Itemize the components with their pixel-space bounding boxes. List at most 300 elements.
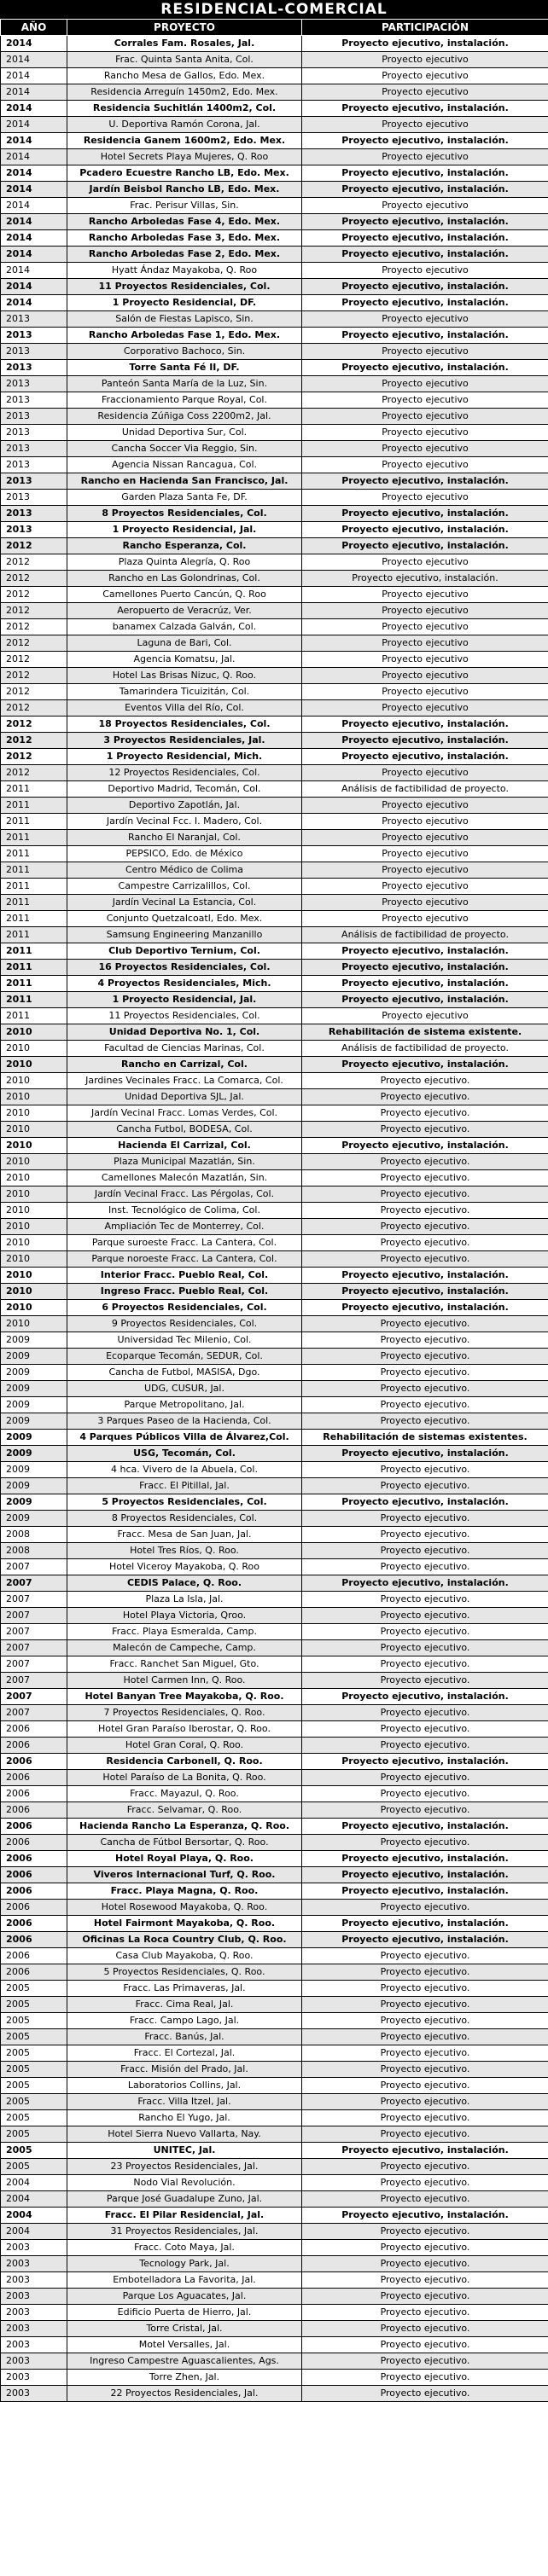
table-row [1, 798, 548, 814]
table-row [1, 1024, 548, 1041]
participation-cell: Proyecto ejecutivo. [302, 2272, 548, 2289]
project-cell: Fracc. El Pilar Residencial, Jal. [67, 2208, 302, 2224]
project-cell: Conjunto Quetzalcoatl, Edo. Mex. [67, 911, 302, 927]
year-cell: 2006 [1, 1932, 67, 1948]
table-row [1, 214, 548, 230]
year-cell: 2010 [1, 1024, 67, 1041]
project-cell: Ampliación Tec de Monterrey, Col. [67, 1219, 302, 1235]
year-cell: 2011 [1, 895, 67, 911]
participation-cell: Proyecto ejecutivo [302, 409, 548, 425]
year-cell: 2011 [1, 943, 67, 960]
participation-cell: Proyecto ejecutivo [302, 441, 548, 457]
project-cell: 3 Proyectos Residenciales, Jal. [67, 733, 302, 749]
table-row [1, 943, 548, 960]
year-cell: 2007 [1, 1624, 67, 1640]
project-cell: 1 Proyecto Residencial, DF. [67, 295, 302, 311]
participation-cell: Proyecto ejecutivo, instalación. [302, 992, 548, 1008]
year-cell: 2011 [1, 862, 67, 879]
year-cell: 2005 [1, 2126, 67, 2143]
participation-cell: Proyecto ejecutivo, instalación. [302, 1494, 548, 1511]
year-cell: 2012 [1, 554, 67, 571]
project-cell: Panteón Santa María de la Luz, Sin. [67, 376, 302, 392]
participation-cell: Proyecto ejecutivo [302, 700, 548, 717]
participation-cell: Proyecto ejecutivo. [302, 2337, 548, 2353]
table-row [1, 1754, 548, 1770]
project-cell: 9 Proyectos Residenciales, Col. [67, 1316, 302, 1332]
participation-cell: Proyecto ejecutivo. [302, 2321, 548, 2337]
table-row [1, 1073, 548, 1089]
year-cell: 2013 [1, 392, 67, 409]
table-row [1, 2256, 548, 2272]
project-cell: 12 Proyectos Residenciales, Col. [67, 765, 302, 781]
participation-cell: Proyecto ejecutivo [302, 684, 548, 700]
project-cell: Fracc. Mayazul, Q. Roo. [67, 1786, 302, 1802]
participation-cell: Proyecto ejecutivo, instalación. [302, 749, 548, 765]
participation-cell: Proyecto ejecutivo. [302, 1170, 548, 1186]
project-cell: Jardín Vecinal Fracc. Lomas Verdes, Col. [67, 1105, 302, 1122]
table-row [1, 1316, 548, 1332]
year-cell: 2003 [1, 2370, 67, 2386]
table-row [1, 101, 548, 117]
year-cell: 2009 [1, 1446, 67, 1462]
participation-cell: Proyecto ejecutivo. [302, 1511, 548, 1527]
table-row [1, 554, 548, 571]
project-cell: 16 Proyectos Residenciales, Col. [67, 960, 302, 976]
table-row [1, 1494, 548, 1511]
project-cell: Parque suroeste Fracc. La Cantera, Col. [67, 1235, 302, 1251]
project-cell: Agencia Komatsu, Jal. [67, 652, 302, 668]
table-row [1, 1365, 548, 1381]
participation-cell: Proyecto ejecutivo, instalación. [302, 717, 548, 733]
table-row [1, 1300, 548, 1316]
table-row [1, 1592, 548, 1608]
table-row [1, 2208, 548, 2224]
year-cell: 2011 [1, 798, 67, 814]
table-row [1, 1770, 548, 1786]
table-row [1, 1721, 548, 1738]
year-cell: 2006 [1, 1770, 67, 1786]
participation-cell: Proyecto ejecutivo [302, 911, 548, 927]
project-cell: Fracc. El Pitillal, Jal. [67, 1478, 302, 1494]
participation-cell: Proyecto ejecutivo, instalación. [302, 214, 548, 230]
year-cell: 2014 [1, 133, 67, 149]
year-cell: 2009 [1, 1332, 67, 1349]
year-cell: 2014 [1, 52, 67, 68]
table-row [1, 1802, 548, 1819]
year-cell: 2006 [1, 1754, 67, 1770]
project-cell: Rancho Arboledas Fase 3, Edo. Mex. [67, 230, 302, 247]
project-cell: Residencia Ganem 1600m2, Edo. Mex. [67, 133, 302, 149]
project-cell: UDG, CUSUR, Jal. [67, 1381, 302, 1397]
table-row [1, 765, 548, 781]
participation-cell: Proyecto ejecutivo. [302, 2191, 548, 2208]
year-cell: 2005 [1, 2143, 67, 2159]
year-cell: 2006 [1, 1786, 67, 1802]
table-row [1, 1640, 548, 1656]
year-cell: 2003 [1, 2272, 67, 2289]
table-row [1, 1559, 548, 1575]
project-cell: Fracc. Misión del Prado, Jal. [67, 2062, 302, 2078]
participation-cell: Proyecto ejecutivo [302, 830, 548, 846]
project-cell: CEDIS Palace, Q. Roo. [67, 1575, 302, 1592]
project-cell: Samsung Engineering Manzanillo [67, 927, 302, 943]
project-cell: Tecnology Park, Jal. [67, 2256, 302, 2272]
year-cell: 2009 [1, 1397, 67, 1413]
table-row [1, 1219, 548, 1235]
table-row [1, 490, 548, 506]
participation-cell: Proyecto ejecutivo. [302, 1203, 548, 1219]
year-cell: 2014 [1, 117, 67, 133]
table-row [1, 1786, 548, 1802]
project-cell: Rancho en Carrizal, Col. [67, 1057, 302, 1073]
table-row [1, 149, 548, 165]
table-row [1, 1186, 548, 1203]
project-cell: Club Deportivo Ternium, Col. [67, 943, 302, 960]
table-row [1, 603, 548, 619]
participation-cell: Proyecto ejecutivo [302, 376, 548, 392]
table-row [1, 230, 548, 247]
project-cell: Hotel Royal Playa, Q. Roo. [67, 1851, 302, 1867]
participation-cell: Proyecto ejecutivo, instalación. [302, 1851, 548, 1867]
participation-cell: Proyecto ejecutivo. [302, 1786, 548, 1802]
participation-cell: Proyecto ejecutivo, instalación. [302, 1284, 548, 1300]
project-cell: Frac. Quinta Santa Anita, Col. [67, 52, 302, 68]
project-cell: 1 Proyecto Residencial, Mich. [67, 749, 302, 765]
project-cell: Hotel Paraíso de La Bonita, Q. Roo. [67, 1770, 302, 1786]
table-row [1, 344, 548, 360]
table-row [1, 1575, 548, 1592]
year-cell: 2010 [1, 1154, 67, 1170]
participation-cell: Proyecto ejecutivo, instalación. [302, 2208, 548, 2224]
table-row [1, 2353, 548, 2370]
year-cell: 2012 [1, 652, 67, 668]
year-cell: 2009 [1, 1462, 67, 1478]
year-cell: 2014 [1, 68, 67, 84]
year-cell: 2004 [1, 2208, 67, 2224]
participation-cell: Proyecto ejecutivo. [302, 1656, 548, 1673]
table-row [1, 1008, 548, 1024]
table-row [1, 1948, 548, 1964]
project-cell: Residencia Arreguín 1450m2, Edo. Mex. [67, 84, 302, 101]
year-cell: 2006 [1, 1802, 67, 1819]
year-cell: 2014 [1, 182, 67, 198]
year-cell: 2007 [1, 1640, 67, 1656]
table-row [1, 814, 548, 830]
table-row [1, 1883, 548, 1900]
participation-cell: Proyecto ejecutivo [302, 862, 548, 879]
table-row [1, 1235, 548, 1251]
project-cell: Fracc. Mesa de San Juan, Jal. [67, 1527, 302, 1543]
table-row [1, 895, 548, 911]
year-cell: 2011 [1, 814, 67, 830]
project-cell: Fracc. Selvamar, Q. Roo. [67, 1802, 302, 1819]
project-cell: Malecón de Campeche, Camp. [67, 1640, 302, 1656]
participation-cell: Proyecto ejecutivo [302, 425, 548, 441]
year-cell: 2003 [1, 2289, 67, 2305]
participation-cell: Proyecto ejecutivo [302, 311, 548, 328]
project-cell: Laboratorios Collins, Jal. [67, 2078, 302, 2094]
year-cell: 2007 [1, 1689, 67, 1705]
year-cell: 2009 [1, 1349, 67, 1365]
year-cell: 2011 [1, 1008, 67, 1024]
participation-cell: Proyecto ejecutivo, instalación. [302, 1138, 548, 1154]
table-row [1, 392, 548, 409]
year-cell: 2005 [1, 2062, 67, 2078]
participation-cell: Proyecto ejecutivo. [302, 1365, 548, 1381]
participation-cell: Proyecto ejecutivo [302, 765, 548, 781]
year-cell: 2005 [1, 2159, 67, 2175]
participation-cell: Proyecto ejecutivo. [302, 1462, 548, 1478]
year-cell: 2012 [1, 765, 67, 781]
table-row [1, 668, 548, 684]
participation-cell: Análisis de factibilidad de proyecto. [302, 781, 548, 798]
table-row [1, 2126, 548, 2143]
table-row [1, 1089, 548, 1105]
participation-cell: Proyecto ejecutivo. [302, 2175, 548, 2191]
project-cell: Corrales Fam. Rosales, Jal. [67, 36, 302, 52]
year-cell: 2010 [1, 1138, 67, 1154]
table-row [1, 1170, 548, 1186]
year-cell: 2007 [1, 1592, 67, 1608]
table-row [1, 1332, 548, 1349]
table-row [1, 2013, 548, 2029]
participation-cell: Proyecto ejecutivo, instalación. [302, 1689, 548, 1705]
project-cell: Frac. Perisur Villas, Sin. [67, 198, 302, 214]
project-cell: Jardín Vecinal Fcc. I. Madero, Col. [67, 814, 302, 830]
project-cell: 5 Proyectos Residenciales, Col. [67, 1494, 302, 1511]
project-cell: Rancho Mesa de Gallos, Edo. Mex. [67, 68, 302, 84]
project-cell: Hyatt Ándaz Mayakoba, Q. Roo [67, 263, 302, 279]
participation-cell: Proyecto ejecutivo, instalación. [302, 1916, 548, 1932]
project-cell: Eventos Villa del Río, Col. [67, 700, 302, 717]
year-cell: 2006 [1, 1851, 67, 1867]
participation-cell: Proyecto ejecutivo. [302, 1105, 548, 1122]
year-cell: 2012 [1, 717, 67, 733]
participation-cell: Rehabilitación de sistemas existentes. [302, 1430, 548, 1446]
table-row [1, 409, 548, 425]
year-cell: 2006 [1, 1721, 67, 1738]
participation-cell: Proyecto ejecutivo [302, 619, 548, 635]
year-cell: 2014 [1, 247, 67, 263]
project-cell: Rancho Arboledas Fase 4, Edo. Mex. [67, 214, 302, 230]
participation-cell: Proyecto ejecutivo, instalación. [302, 360, 548, 376]
year-cell: 2011 [1, 879, 67, 895]
project-cell: Plaza Municipal Mazatlán, Sin. [67, 1154, 302, 1170]
participation-cell: Proyecto ejecutivo. [302, 2029, 548, 2045]
project-cell: Fracc. Cima Real, Jal. [67, 1997, 302, 2013]
header-participation: PARTICIPACIÓN [302, 20, 548, 36]
project-cell: Residencia Carbonell, Q. Roo. [67, 1754, 302, 1770]
participation-cell: Proyecto ejecutivo [302, 68, 548, 84]
year-cell: 2007 [1, 1608, 67, 1624]
project-cell: Hotel Gran Paraíso Iberostar, Q. Roo. [67, 1721, 302, 1738]
table-row [1, 36, 548, 52]
project-cell: Hotel Playa Victoria, Qroo. [67, 1608, 302, 1624]
project-cell: Unidad Deportiva SJL, Jal. [67, 1089, 302, 1105]
table-row [1, 2029, 548, 2045]
table-row [1, 1349, 548, 1365]
project-cell: UNITEC, Jal. [67, 2143, 302, 2159]
project-cell: Cancha Futbol, BODESA, Col. [67, 1122, 302, 1138]
table-row [1, 879, 548, 895]
table-row [1, 1478, 548, 1494]
participation-cell: Proyecto ejecutivo, instalación. [302, 1819, 548, 1835]
table-row [1, 1462, 548, 1478]
participation-cell: Proyecto ejecutivo [302, 84, 548, 101]
year-cell: 2010 [1, 1300, 67, 1316]
year-cell: 2009 [1, 1381, 67, 1397]
participation-cell: Proyecto ejecutivo, instalación. [302, 1754, 548, 1770]
project-cell: Rancho Esperanza, Col. [67, 538, 302, 554]
project-cell: Fracc. Campo Lago, Jal. [67, 2013, 302, 2029]
table-row [1, 1705, 548, 1721]
project-cell: Laguna de Bari, Col. [67, 635, 302, 652]
project-cell: Plaza La Isla, Jal. [67, 1592, 302, 1608]
year-cell: 2007 [1, 1656, 67, 1673]
participation-cell: Proyecto ejecutivo, instalación. [302, 976, 548, 992]
year-cell: 2013 [1, 457, 67, 473]
project-cell: Residencia Suchitlán 1400m2, Col. [67, 101, 302, 117]
year-cell: 2010 [1, 1170, 67, 1186]
table-row [1, 1673, 548, 1689]
table-row [1, 1268, 548, 1284]
year-cell: 2011 [1, 830, 67, 846]
year-cell: 2010 [1, 1235, 67, 1251]
table-row [1, 2289, 548, 2305]
table-row [1, 1900, 548, 1916]
participation-cell: Proyecto ejecutivo, instalación. [302, 36, 548, 52]
table-row [1, 2062, 548, 2078]
participation-cell: Proyecto ejecutivo. [302, 2353, 548, 2370]
year-cell: 2005 [1, 2094, 67, 2110]
project-cell: Jardín Vecinal Fracc. Las Pérgolas, Col. [67, 1186, 302, 1203]
year-cell: 2011 [1, 992, 67, 1008]
participation-cell: Proyecto ejecutivo [302, 879, 548, 895]
year-cell: 2010 [1, 1251, 67, 1268]
year-cell: 2012 [1, 684, 67, 700]
participation-cell: Proyecto ejecutivo [302, 149, 548, 165]
project-cell: Motel Versalles, Jal. [67, 2337, 302, 2353]
table-row [1, 279, 548, 295]
year-cell: 2009 [1, 1413, 67, 1430]
year-cell: 2013 [1, 376, 67, 392]
participation-cell: Proyecto ejecutivo. [302, 1219, 548, 1235]
project-cell: 4 hca. Vivero de la Abuela, Col. [67, 1462, 302, 1478]
project-cell: Hotel Las Brisas Nizuc, Q. Roo. [67, 668, 302, 684]
year-cell: 2006 [1, 1835, 67, 1851]
year-cell: 2004 [1, 2224, 67, 2240]
year-cell: 2011 [1, 976, 67, 992]
project-cell: Cancha de Futbol, MASISA, Dgo. [67, 1365, 302, 1381]
participation-cell: Proyecto ejecutivo. [302, 1997, 548, 2013]
project-cell: Torre Santa Fé II, DF. [67, 360, 302, 376]
year-cell: 2012 [1, 571, 67, 587]
participation-cell: Proyecto ejecutivo [302, 392, 548, 409]
table-row [1, 1997, 548, 2013]
project-cell: Camellones Malecón Mazatlán, Sin. [67, 1170, 302, 1186]
participation-cell: Proyecto ejecutivo [302, 603, 548, 619]
year-cell: 2004 [1, 2175, 67, 2191]
year-cell: 2013 [1, 344, 67, 360]
participation-cell: Proyecto ejecutivo. [302, 2289, 548, 2305]
participation-cell: Proyecto ejecutivo, instalación. [302, 506, 548, 522]
project-cell: Torre Cristal, Jal. [67, 2321, 302, 2337]
year-cell: 2005 [1, 1997, 67, 2013]
table-row [1, 2337, 548, 2353]
project-cell: Parque Los Aguacates, Jal. [67, 2289, 302, 2305]
participation-cell: Proyecto ejecutivo, instalación. [302, 182, 548, 198]
participation-cell: Proyecto ejecutivo [302, 198, 548, 214]
table-row [1, 1932, 548, 1948]
year-cell: 2012 [1, 603, 67, 619]
year-cell: 2012 [1, 700, 67, 717]
participation-cell: Proyecto ejecutivo. [302, 1381, 548, 1397]
year-cell: 2010 [1, 1041, 67, 1057]
year-cell: 2006 [1, 1883, 67, 1900]
year-cell: 2005 [1, 2013, 67, 2029]
year-cell: 2005 [1, 2110, 67, 2126]
participation-cell: Proyecto ejecutivo, instalación. [302, 230, 548, 247]
year-cell: 2014 [1, 36, 67, 52]
participation-cell: Proyecto ejecutivo, instalación. [302, 165, 548, 182]
project-cell: PEPSICO, Edo. de México [67, 846, 302, 862]
participation-cell: Proyecto ejecutivo [302, 895, 548, 911]
table-row [1, 1397, 548, 1413]
table-row [1, 473, 548, 490]
participation-cell: Proyecto ejecutivo. [302, 1608, 548, 1624]
projects-table [0, 19, 548, 2402]
participation-cell: Proyecto ejecutivo. [302, 2370, 548, 2386]
year-cell: 2007 [1, 1673, 67, 1689]
project-cell: Parque noroeste Fracc. La Cantera, Col. [67, 1251, 302, 1268]
table-row [1, 700, 548, 717]
table-row [1, 538, 548, 554]
project-cell: Fracc. Ranchet San Miguel, Gto. [67, 1656, 302, 1673]
table-row [1, 1981, 548, 1997]
table-row [1, 198, 548, 214]
participation-cell: Proyecto ejecutivo [302, 554, 548, 571]
participation-cell: Proyecto ejecutivo. [302, 1073, 548, 1089]
participation-cell: Proyecto ejecutivo. [302, 2256, 548, 2272]
table-row [1, 1656, 548, 1673]
project-cell: Corporativo Bachoco, Sin. [67, 344, 302, 360]
participation-cell: Proyecto ejecutivo, instalación. [302, 279, 548, 295]
participation-cell: Proyecto ejecutivo. [302, 2094, 548, 2110]
participation-cell: Proyecto ejecutivo, instalación. [302, 1300, 548, 1316]
table-row [1, 2240, 548, 2256]
year-cell: 2006 [1, 1900, 67, 1916]
table-row [1, 846, 548, 862]
participation-cell: Proyecto ejecutivo. [302, 1981, 548, 1997]
year-cell: 2005 [1, 2029, 67, 2045]
year-cell: 2010 [1, 1089, 67, 1105]
project-cell: Aeropuerto de Veracrúz, Ver. [67, 603, 302, 619]
project-cell: Plaza Quinta Alegría, Q. Roo [67, 554, 302, 571]
participation-cell: Análisis de factibilidad de proyecto. [302, 927, 548, 943]
table-header [1, 20, 548, 36]
participation-cell: Proyecto ejecutivo, instalación. [302, 247, 548, 263]
participation-cell: Proyecto ejecutivo [302, 117, 548, 133]
participation-cell: Proyecto ejecutivo. [302, 1640, 548, 1656]
table-row [1, 522, 548, 538]
project-cell: Deportivo Zapotlán, Jal. [67, 798, 302, 814]
year-cell: 2006 [1, 1964, 67, 1981]
project-cell: 1 Proyecto Residencial, Jal. [67, 992, 302, 1008]
table-row [1, 247, 548, 263]
year-cell: 2006 [1, 1916, 67, 1932]
participation-cell: Proyecto ejecutivo. [302, 1527, 548, 1543]
table-row [1, 992, 548, 1008]
